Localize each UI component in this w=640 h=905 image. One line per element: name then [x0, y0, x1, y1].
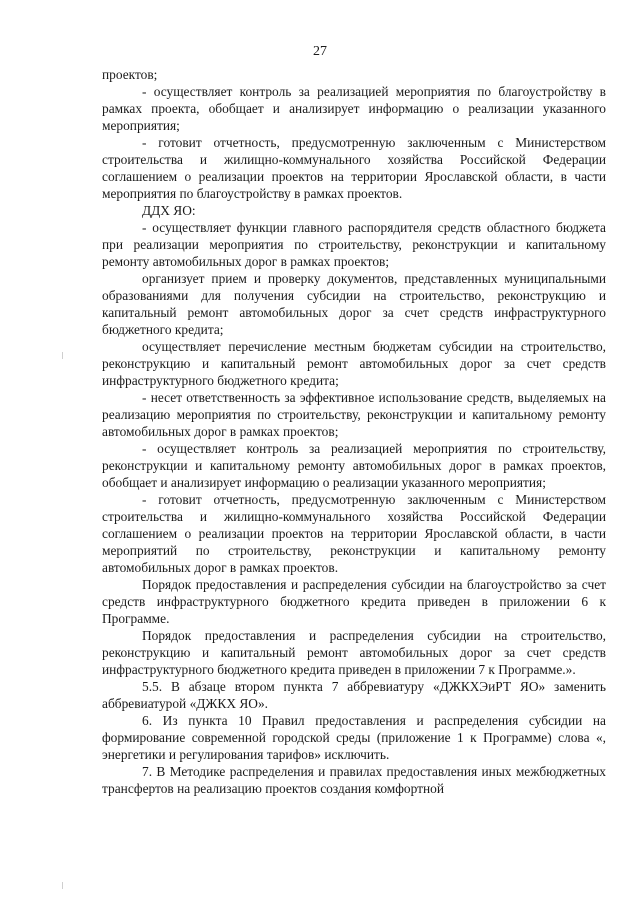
paragraph: - готовит отчетность, предусмотренную заключенным с Министерством строительства и жилищно-коммунального хозяйства Российской Федерации соглашением о реализации проектов на территории Ярославской области, в части мероприятия по благоустройству в рамках проектов.: [102, 135, 606, 201]
paragraph: осуществляет перечисление местным бюджетам субсидии на строительство, реконструкцию и капитальный ремонт автомобильных дорог за счет средств инфраструктурного бюджетного кредита;: [102, 339, 606, 388]
paragraph: - несет ответственность за эффективное использование средств, выделяемых на реализацию мероприятия по строительству, реконструкции и капитальному ремонту автомобильных дорог в рамках проектов;: [102, 390, 606, 439]
paragraph: Порядок предоставления и распределения субсидии на благоустройство за счет средств инфраструктурного бюджетного кредита приведен в приложении 6 к Программе.: [102, 577, 606, 626]
scan-artifact-mark: [62, 882, 63, 889]
paragraph: проектов;: [102, 67, 158, 82]
paragraph: 5.5. В абзаце втором пункта 7 аббревиатуру «ДЖКХЭиРТ ЯО» заменить аббревиатурой «ДЖКХ ЯО».: [102, 679, 606, 711]
scan-artifact-mark: [62, 352, 63, 359]
paragraph: - осуществляет функции главного распорядителя средств областного бюджета при реализации мероприятия по строительству, реконструкции и капитальному ремонту автомобильных дорог в рамках проектов;: [102, 220, 606, 269]
paragraph: - осуществляет контроль за реализацией мероприятия по благоустройству в рамках проекта, обобщает и анализирует информацию о реализации указанного мероприятия;: [102, 84, 606, 133]
paragraph: 7. В Методике распределения и правилах предоставления иных межбюджетных трансфертов на реализацию проектов создания комфортной: [102, 764, 606, 796]
paragraph: организует прием и проверку документов, представленных муниципальными образованиями для получения субсидии на строительство, реконструкцию и капитальный ремонт автомобильных дорог за счет средств инфраструктурного бюджетного кредита;: [102, 271, 606, 337]
page-number: 27: [313, 44, 327, 59]
paragraph: - осуществляет контроль за реализацией мероприятия по строительству, реконструкции и капитальному ремонту автомобильных дорог в рамках проектов, обобщает и анализирует информацию о реализации указанного мероприятия;: [102, 441, 606, 490]
paragraph: - готовит отчетность, предусмотренную заключенным с Министерством строительства и жилищно-коммунального хозяйства Российской Федерации соглашением о реализации проектов на территории Ярославской области, в части мероприятий по строительству, реконструкции и капитальному ремонту автомобильных дорог в рамках проектов.: [102, 492, 606, 575]
paragraph: 6. Из пункта 10 Правил предоставления и распределения субсидии на формирование современной городской среды (приложение 1 к Программе) слова «, энергетики и регулирования тарифов» исключить.: [102, 713, 606, 762]
paragraph: Порядок предоставления и распределения субсидии на строительство, реконструкцию и капитальный ремонт автомобильных дорог за счет средств инфраструктурного бюджетного кредита приведен в приложении 7 к Программе.».: [102, 628, 606, 677]
section-heading: ДДХ ЯО:: [142, 203, 196, 218]
document-body: [102, 66, 606, 797]
